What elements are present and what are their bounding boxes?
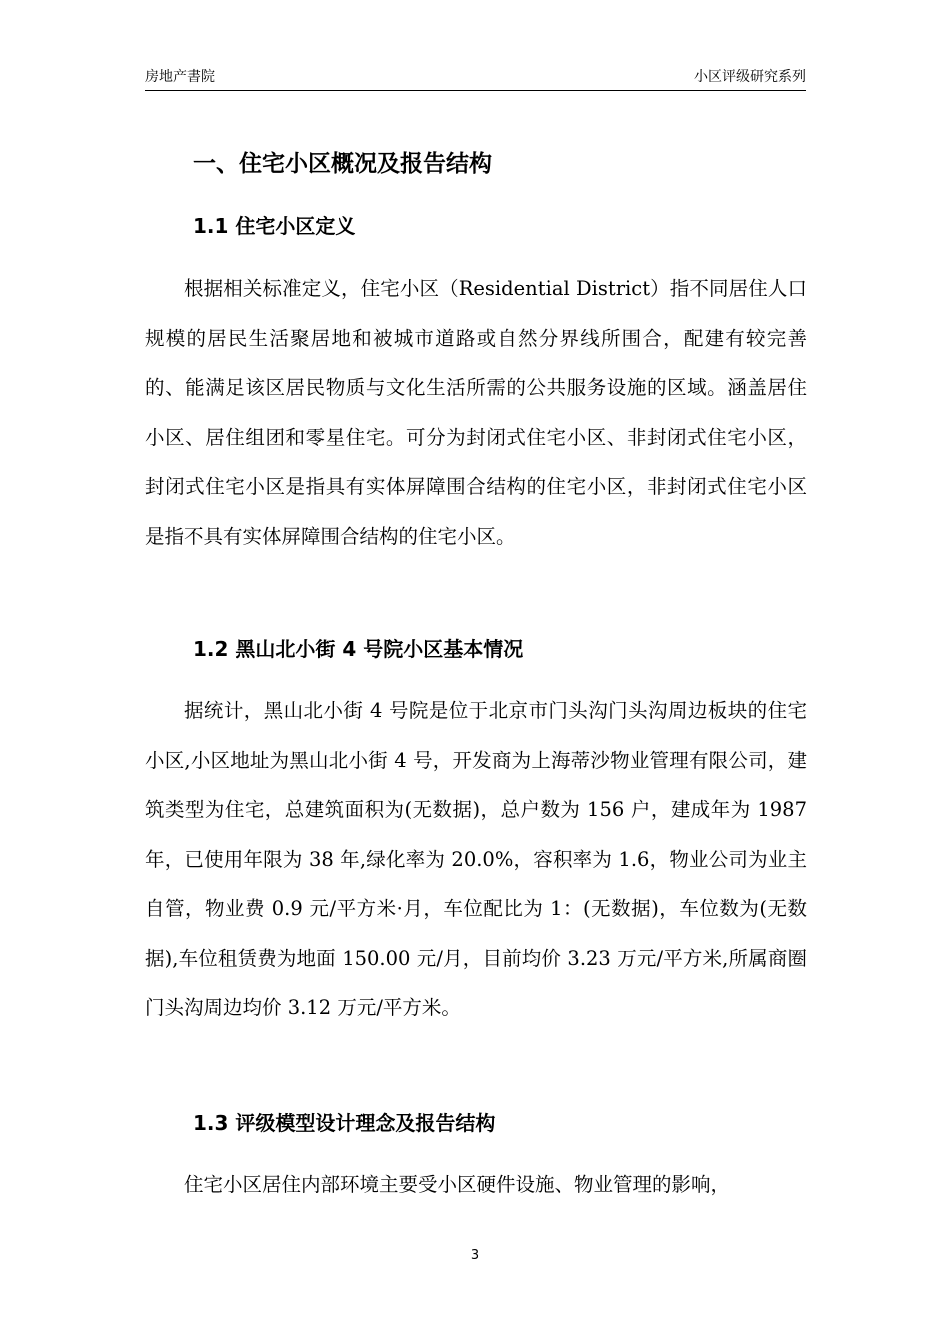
section-heading: 一、住宅小区概况及报告结构 [193, 151, 492, 177]
page-number: 3 [470, 1248, 480, 1263]
page-header [145, 64, 806, 91]
paragraph-definition: 根据相关标准定义，住宅小区（Residential District）指不同居住人口规模的居民生活聚居地和被城市道路或自然分界线所围合，配建有较完善的、能满足该区居民物质与文化生活所需的公共服务设施的区域。涵盖居住小区、居住组团和零星住宅。可分为封闭式住宅小区、非封闭式住宅小区，封闭式住宅小区是指具有实体屏障围合结构的住宅小区，非封闭式住宅小区是指不具有实体屏障围合结构的住宅小区。 [145, 277, 807, 548]
subsection-heading-1-2: 1.2 黑山北小街 4 号院小区基本情况 [193, 637, 524, 661]
paragraph-basic-info: 据统计，黑山北小街 4 号院是位于北京市门头沟门头沟周边板块的住宅小区,小区地址为黑山北小街 4 号，开发商为上海蒂沙物业管理有限公司，建筑类型为住宅，总建筑面积为(无数据)，总户数为 156 户，建成年为 1987 年，已使用年限为 38 年,绿化率为 20.0%，容积率为 1.6，物业公司为业主自管，物业费 0.9 元/平方米·月，车位配比为 1：(无数据)，车位数为(无数据),车位租赁费为地面 150.00 元/月，目前均价 3.23 万元/平方米,所属商圈门头沟周边均价 3.12 万元/平方米。 [145, 699, 807, 1019]
subsection-heading-1-3: 1.3 评级模型设计理念及报告结构 [193, 1111, 496, 1135]
header-publisher: 房地产書院 [145, 69, 215, 85]
header-series-title: 小区评级研究系列 [694, 69, 806, 85]
paragraph-model-design: 住宅小区居住内部环境主要受小区硬件设施、物业管理的影响， [184, 1173, 731, 1196]
subsection-heading-1-1: 1.1 住宅小区定义 [193, 214, 356, 238]
